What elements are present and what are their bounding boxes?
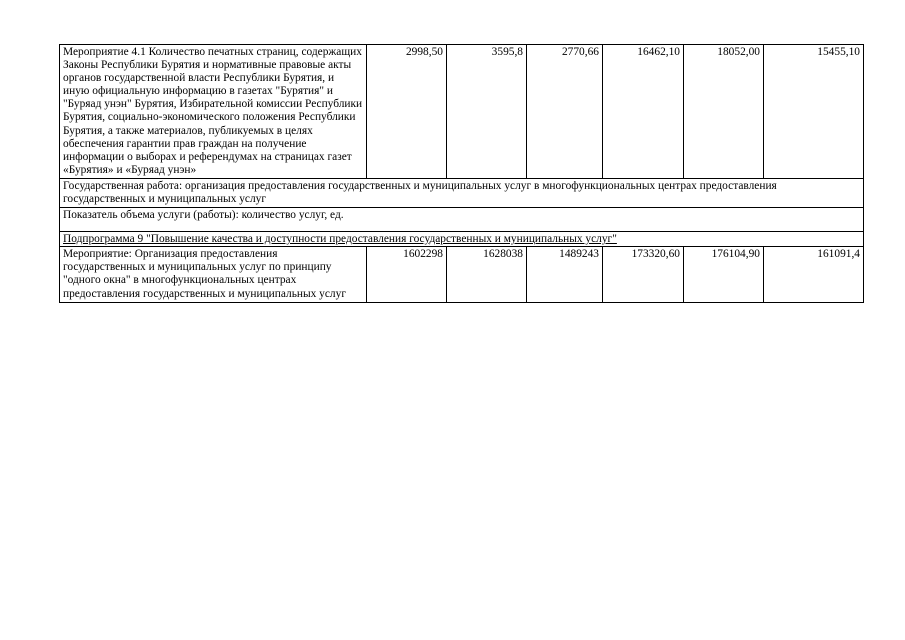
table-row [60, 208, 864, 232]
table-row [60, 232, 864, 247]
value-cell: 18052,00 [684, 45, 764, 179]
value-cell: 1489243 [527, 247, 603, 302]
budget-table [59, 44, 864, 303]
value-cell: 3595,8 [447, 45, 527, 179]
value-cell: 1628038 [447, 247, 527, 302]
measure-name-cell: Мероприятие 4.1 Количество печатных страниц, содержащих Законы Республики Бурятия и нормативные правовые акты органов государственной власти Республики Бурятия, и иную официальную информацию в газетах "Бурятия" и "Буряад унэн" Бурятия, Избирательной комиссии Республики Бурятия, социально-экономического положения Республики Бурятия, а также материалов, публикуемых в целях обеспечения гарантии прав граждан на получение информации о выборах и референдумах на страницах газет «Бурятия» и «Буряад унэн» [60, 45, 367, 179]
subprogram-cell [60, 232, 864, 247]
measure-name-cell: Мероприятие: Организация предоставления государственных и муниципальных услуг по принципу "одного окна" в многофункциональных центрах предоставления государственных и муниципальных услуг [60, 247, 367, 302]
table-row [60, 178, 864, 207]
value-cell: 161091,4 [764, 247, 864, 302]
value-cell: 16462,10 [603, 45, 684, 179]
state-work-cell: Государственная работа: организация предоставления государственных и муниципальных услуг в многофункциональных центрах предоставления государственных и муниципальных услуг [60, 178, 864, 207]
value-cell: 173320,60 [603, 247, 684, 302]
subprogram-title: Подпрограмма 9 "Повышение качества и доступности предоставления государственных и муниципальных услуг" [63, 233, 617, 246]
value-cell: 1602298 [367, 247, 447, 302]
table-row [60, 247, 864, 302]
indicator-cell: Показатель объема услуги (работы): количество услуг, ед. [60, 208, 864, 232]
value-cell: 176104,90 [684, 247, 764, 302]
table-row [60, 45, 864, 179]
value-cell: 2770,66 [527, 45, 603, 179]
value-cell: 15455,10 [764, 45, 864, 179]
value-cell: 2998,50 [367, 45, 447, 179]
